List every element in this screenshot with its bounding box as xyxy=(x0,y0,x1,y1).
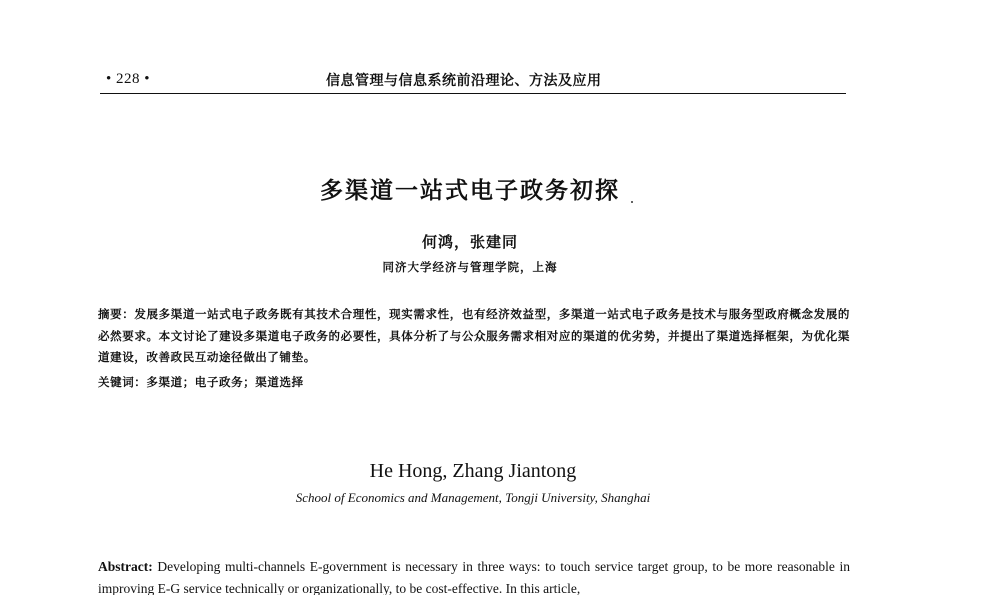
abstract-chinese xyxy=(98,304,850,369)
keywords-chinese xyxy=(98,374,850,390)
header-rule xyxy=(100,93,846,94)
authors-english: He Hong, Zhang Jiantong xyxy=(369,460,577,482)
scan-speck xyxy=(631,201,633,203)
abstract-label-chinese: 摘要： xyxy=(98,307,135,321)
header-page-number: • 228 • xyxy=(106,71,151,87)
abstract-label-english: Abstract: xyxy=(98,559,153,574)
article-title-chinese: 多渠道一站式电子政务初探 xyxy=(320,178,620,204)
header-journal-title: 信息管理与信息系统前沿理论、方法及应用 xyxy=(326,73,602,89)
authors-chinese: 何鸿，张建同 xyxy=(421,233,518,251)
keywords-label-chinese: 关键词： xyxy=(98,375,147,389)
abstract-text-english: Developing multi-channels E-government is necessary in three ways: to touch service target group, to be more reasonable in improving E-G service technically or organizationally, to be cost-effective. In this article, xyxy=(98,559,850,595)
affiliation-chinese: 同济大学经济与管理学院，上海 xyxy=(382,260,558,274)
keywords-text-chinese: 多渠道；电子政务；渠道选择 xyxy=(146,375,304,389)
abstract-english xyxy=(98,556,850,595)
affiliation-english: School of Economics and Management, Tongji University, Shanghai xyxy=(295,490,651,505)
abstract-text-chinese: 发展多渠道一站式电子政务既有其技术合理性，现实需求性，也有经济效益型，多渠道一站式电子政务是技术与服务型政府概念发展的必然要求。本文讨论了建设多渠道电子政务的必要性，具体分析了与公众服务需求相对应的渠道的优劣势，并提出了渠道选择框架，为优化渠道建设，改善政民互动途径做出了铺垫。 xyxy=(98,307,850,364)
